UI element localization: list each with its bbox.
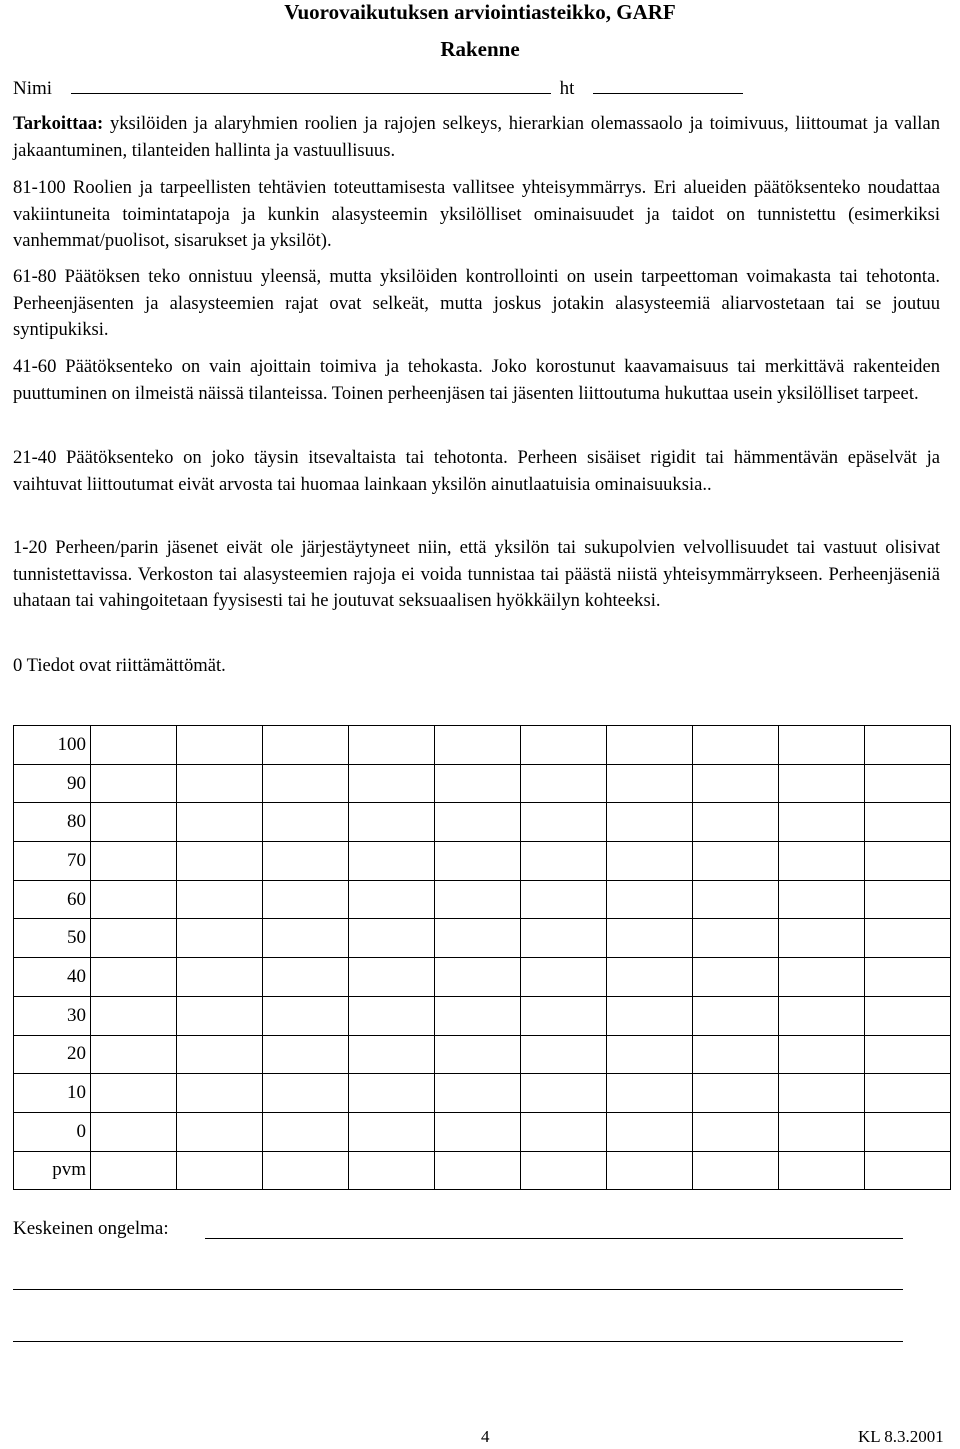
grid-cell[interactable] [693,1074,779,1113]
grid-cell[interactable] [435,1074,521,1113]
grid-cell[interactable] [435,919,521,958]
grid-cell[interactable] [865,996,951,1035]
grid-cell[interactable] [607,880,693,919]
level-41-60: 41-60 Päätöksenteko on vain ajoittain toimiva ja tehokasta. Joko korostunut kaavamaisuus tai merkittävä rakenteiden puuttuminen on ilmeistä näissä tilanteissa. Toinen perheenjäsen tai jäsenten liittoutuma hukuttaa usein yksilölliset tarpeet. [13,356,940,404]
level-61-80: 61-80 Päätöksen teko onnistuu yleensä, mutta yksilöiden kontrollointi on usein tarpeettoman voimakasta tai tehotonta. Perheenjäsenten ja alasysteemien rajat ovat selkeät, mutta joskus jotakin alasysteemiä aliarvostetaan tai se joutuu syntipukiksi. [13,266,940,340]
grid-cell[interactable] [607,1151,693,1190]
grid-cell[interactable] [521,842,607,881]
grid-cell[interactable] [693,726,779,765]
grid-cell[interactable] [779,1112,865,1151]
grid-cell[interactable] [521,958,607,997]
grid-cell[interactable] [91,1035,177,1074]
grid-cell[interactable] [865,880,951,919]
grid-cell[interactable] [779,764,865,803]
grid-cell[interactable] [607,1112,693,1151]
grid-cell[interactable] [865,1035,951,1074]
grid-cell[interactable] [435,958,521,997]
grid-cell[interactable] [91,880,177,919]
grid-cell[interactable] [779,1151,865,1190]
grid-row [14,996,951,1035]
grid-cell[interactable] [865,1074,951,1113]
grid-cell[interactable] [435,842,521,881]
keskeinen-line-2[interactable] [13,1289,903,1290]
ht-field[interactable] [593,75,743,94]
grid-cell[interactable] [91,1074,177,1113]
grid-row [14,1112,951,1151]
grid-cell[interactable] [435,726,521,765]
grid-cell[interactable] [779,996,865,1035]
footer-code: KL 8.3.2001 [858,1427,944,1446]
intro-text: yksilöiden ja alaryhmien roolien ja rajojen selkeys, hierarkian olemassaolo ja toimivuus, liittoumat ja vallan jakaantuminen, tilanteiden hallinta ja vastuullisuus. [13,113,940,161]
grid-row-label: 30 [14,996,91,1035]
grid-cell[interactable] [349,764,435,803]
grid-cell[interactable] [521,726,607,765]
grid-cell[interactable] [263,996,349,1035]
grid-row-label: pvm [14,1151,91,1190]
grid-cell[interactable] [779,919,865,958]
grid-cell[interactable] [865,1151,951,1190]
grid-cell[interactable] [91,996,177,1035]
grid-cell[interactable] [263,1112,349,1151]
grid-row-label: 10 [14,1074,91,1113]
grid-row-label: 90 [14,764,91,803]
level-0: 0 Tiedot ovat riittämättömät. [13,655,226,676]
grid-cell[interactable] [693,803,779,842]
grid-row [14,726,951,765]
grid-cell[interactable] [865,764,951,803]
grid-cell[interactable] [607,1035,693,1074]
grid-row-label: 100 [14,726,91,765]
grid-row [14,880,951,919]
keskeinen-label: Keskeinen ongelma: [13,1218,169,1239]
grid-cell[interactable] [779,842,865,881]
level-81-100: 81-100 Roolien ja tarpeellisten tehtävien toteuttamisesta vallitsee yhteisymmärrys. Eri alueiden päätöksenteko noudattaa vakiintuneita toimintatapoja ja kunkin alasysteemin yksilölliset ominaisuudet ja taidot on tunnistettu (esimerkiksi vanhemmat/puolisot, sisarukset ja yksilöt). [13,177,940,251]
grid-cell[interactable] [177,1074,263,1113]
grid-cell[interactable] [435,1151,521,1190]
name-label: Nimi [13,78,53,99]
grid-cell[interactable] [263,1151,349,1190]
grid-cell[interactable] [435,764,521,803]
grid-cell[interactable] [693,919,779,958]
intro-paragraph [13,111,940,164]
name-row [13,75,743,100]
grid-cell[interactable] [177,764,263,803]
grid-row-label: 50 [14,919,91,958]
ht-label: ht [559,78,575,99]
grid-cell[interactable] [263,842,349,881]
grid-cell[interactable] [263,1074,349,1113]
section-title: Rakenne [440,37,520,61]
grid-row [14,1074,951,1113]
grid-cell[interactable] [693,1151,779,1190]
grid-cell[interactable] [263,919,349,958]
page-number: 4 [481,1427,490,1446]
grid-cell[interactable] [865,803,951,842]
grid-cell[interactable] [693,958,779,997]
grid-cell[interactable] [521,1112,607,1151]
grid-cell[interactable] [607,764,693,803]
grid-cell[interactable] [263,880,349,919]
grid-cell[interactable] [693,764,779,803]
grid-cell[interactable] [91,1112,177,1151]
grid-cell[interactable] [779,803,865,842]
grid-cell[interactable] [865,919,951,958]
grid-cell[interactable] [607,842,693,881]
grid-cell[interactable] [607,726,693,765]
grid-cell[interactable] [607,919,693,958]
grid-row [14,958,951,997]
grid-cell[interactable] [349,1112,435,1151]
level-21-40: 21-40 Päätöksenteko on joko täysin itsevaltaista tai tehotonta. Perheen sisäiset rigidit tai hämmentävän epäselvät ja vaihtuvat liittoutumat eivät arvosta tai huomaa lainkaan yksilön ainutlaatuisia ominaisuuksia.. [13,447,940,495]
grid-row-label: 70 [14,842,91,881]
grid-cell[interactable] [91,842,177,881]
document-title: Vuorovaikutuksen arviointiasteikko, GARF [284,0,676,24]
grid-cell[interactable] [263,803,349,842]
grid-row [14,1151,951,1190]
grid-cell[interactable] [263,958,349,997]
grid-cell[interactable] [177,1151,263,1190]
grid-cell[interactable] [435,1035,521,1074]
grid-cell[interactable] [349,1074,435,1113]
grid-cell[interactable] [177,996,263,1035]
grid-cell[interactable] [693,996,779,1035]
grid-cell[interactable] [607,803,693,842]
grid-cell[interactable] [349,1151,435,1190]
grid-cell[interactable] [91,958,177,997]
grid-row-label: 40 [14,958,91,997]
grid-cell[interactable] [779,958,865,997]
grid-cell[interactable] [91,803,177,842]
grid-cell[interactable] [177,1035,263,1074]
grid-cell[interactable] [521,1151,607,1190]
grid-row [14,919,951,958]
grid-cell[interactable] [779,880,865,919]
grid-row [14,1035,951,1074]
grid-cell[interactable] [693,842,779,881]
grid-cell[interactable] [435,1112,521,1151]
grid-cell[interactable] [435,996,521,1035]
grid-cell[interactable] [177,803,263,842]
keskeinen-row [13,1218,169,1240]
name-field[interactable] [71,75,551,94]
grid-row [14,842,951,881]
grid-cell[interactable] [521,1074,607,1113]
grid-cell[interactable] [779,1074,865,1113]
grid-row-label: 0 [14,1112,91,1151]
grid-cell[interactable] [349,880,435,919]
grid-cell[interactable] [349,726,435,765]
grid-cell[interactable] [91,726,177,765]
grid-cell[interactable] [177,958,263,997]
grid-cell[interactable] [521,880,607,919]
keskeinen-line-3[interactable] [13,1341,903,1342]
grid-cell[interactable] [91,919,177,958]
grid-cell[interactable] [349,958,435,997]
grid-cell[interactable] [263,1035,349,1074]
grid-cell[interactable] [263,764,349,803]
grid-cell[interactable] [435,803,521,842]
grid-cell[interactable] [521,996,607,1035]
grid-cell[interactable] [521,764,607,803]
grid-cell[interactable] [91,1151,177,1190]
grid-cell[interactable] [521,803,607,842]
grid-cell[interactable] [349,803,435,842]
grid-row [14,803,951,842]
grid-cell[interactable] [435,880,521,919]
grid-cell[interactable] [693,880,779,919]
grid-row [14,764,951,803]
grid-cell[interactable] [693,1112,779,1151]
grid-cell[interactable] [177,1112,263,1151]
grid-cell[interactable] [521,919,607,958]
grid-cell[interactable] [91,764,177,803]
grid-cell[interactable] [349,842,435,881]
grid-cell[interactable] [607,958,693,997]
grid-cell[interactable] [607,1074,693,1113]
level-1-20: 1-20 Perheen/parin jäsenet eivät ole järjestäytyneet niin, että yksilön tai sukupolvien velvollisuudet tai vastuut olisivat tunnistettavissa. Verkoston tai alasysteemien rajoja ei voida tunnistaa tai päästä niistä yhteisymmärrykseen. Perheenjäseniä uhataan tai vahingoitetaan fyysisesti tai he joutuvat seksuaalisen hyökkäilyn kohteeksi. [13,537,940,611]
grid-cell[interactable] [865,842,951,881]
grid-cell[interactable] [177,726,263,765]
grid-cell[interactable] [607,996,693,1035]
grid-row-label: 80 [14,803,91,842]
grid-cell[interactable] [177,842,263,881]
grid-row-label: 60 [14,880,91,919]
keskeinen-line-1[interactable] [205,1238,903,1239]
grid-cell[interactable] [349,996,435,1035]
grid-cell[interactable] [865,726,951,765]
grid-cell[interactable] [349,919,435,958]
grid-cell[interactable] [177,919,263,958]
grid-cell[interactable] [521,1035,607,1074]
grid-cell[interactable] [865,1112,951,1151]
grid-row-label: 20 [14,1035,91,1074]
grid-cell[interactable] [779,726,865,765]
grid-cell[interactable] [263,726,349,765]
rating-grid [13,725,951,1190]
grid-cell[interactable] [349,1035,435,1074]
grid-cell[interactable] [177,880,263,919]
grid-cell[interactable] [865,958,951,997]
grid-cell[interactable] [779,1035,865,1074]
grid-cell[interactable] [693,1035,779,1074]
intro-label: Tarkoittaa: [13,113,104,134]
